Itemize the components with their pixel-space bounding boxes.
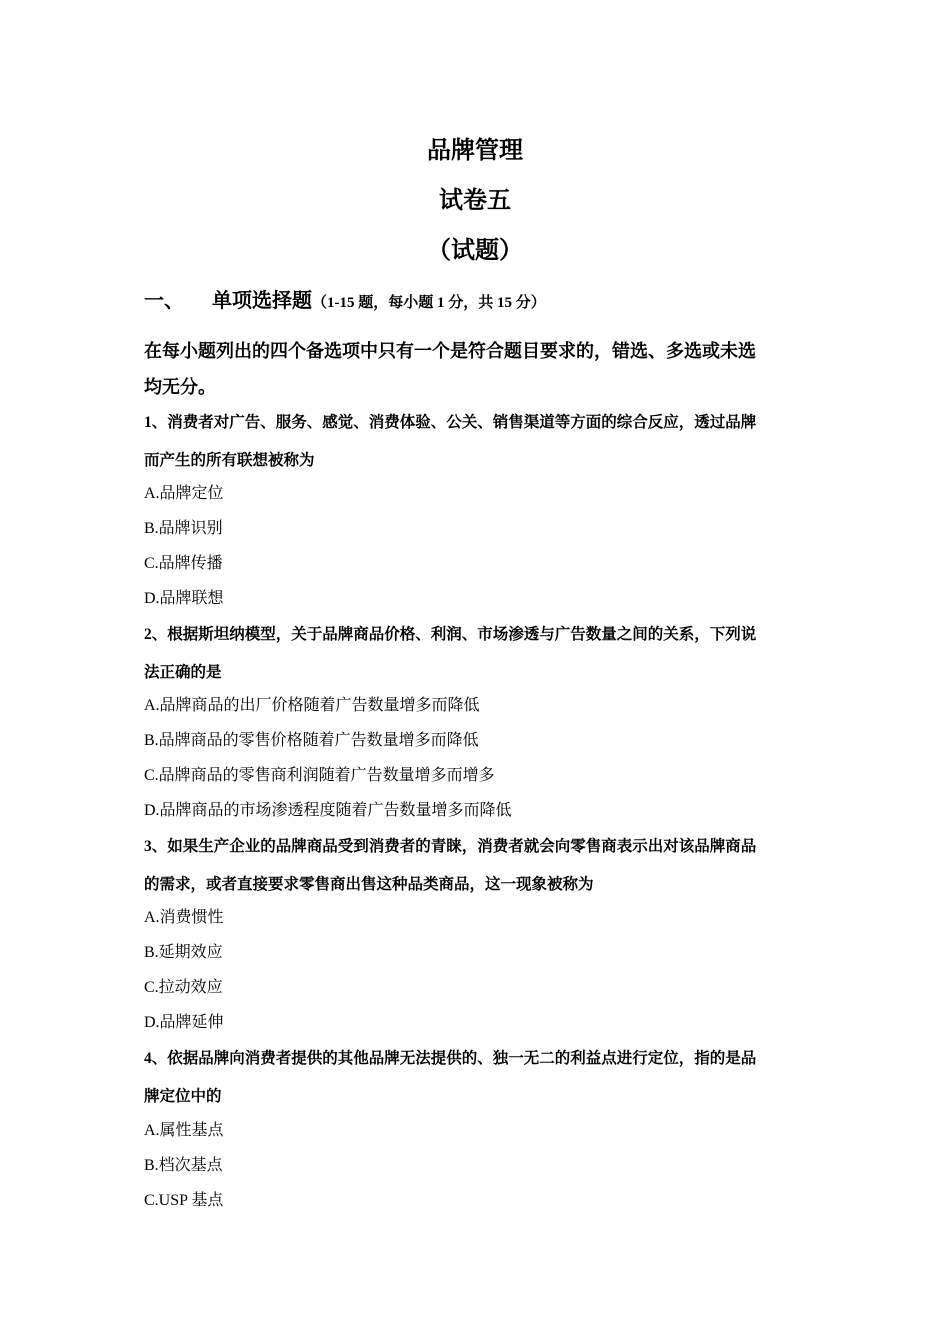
document-subtitle-2: （试题） [427,238,523,264]
question-3-stem-line-2: 的需求，或者直接要求零售商出售这种品类商品，这一现象被称为 [144,876,594,893]
question-3-option-c: C.拉动效应 [144,979,223,996]
question-1-stem-line-1: 1、消费者对广告、服务、感觉、消费体验、公关、销售渠道等方面的综合反应，透过品牌 [144,414,757,431]
question-3-option-b: B.延期效应 [144,944,223,961]
question-4-stem-line-2: 牌定位中的 [144,1088,222,1105]
question-1-option-d: D.品牌联想 [144,590,224,607]
question-2-option-a: A.品牌商品的出厂价格随着广告数量增多而降低 [144,697,480,714]
section-name: 单项选择题 [212,290,312,312]
question-1-option-a: A.品牌定位 [144,485,224,502]
question-2-option-c: C.品牌商品的零售商利润随着广告数量增多而增多 [144,767,495,784]
question-4-option-a: A.属性基点 [144,1122,224,1139]
question-2-stem-line-1: 2、根据斯坦纳模型，关于品牌商品价格、利润、市场渗透与广告数量之间的关系，下列说 [144,626,757,643]
section-number: 一、 [144,290,184,312]
question-3-option-a: A.消费惯性 [144,909,224,926]
document-title: 品牌管理 [427,138,523,164]
section-instruction-line-2: 均无分。 [144,377,216,397]
section-note: （1-15 题，每小题 1 分，共 15 分） [312,295,546,311]
question-4-stem-line-1: 4、依据品牌向消费者提供的其他品牌无法提供的、独一无二的利益点进行定位，指的是品 [144,1050,757,1067]
question-2-stem-line-2: 法正确的是 [144,664,222,681]
question-2-option-b: B.品牌商品的零售价格随着广告数量增多而降低 [144,732,479,749]
question-1-option-b: B.品牌识别 [144,520,223,537]
section-heading [144,286,824,318]
question-3-stem-line-1: 3、如果生产企业的品牌商品受到消费者的青睐，消费者就会向零售商表示出对该品牌商品 [144,838,757,855]
question-4-option-c: C.USP 基点 [144,1192,224,1209]
question-1-option-c: C.品牌传播 [144,555,223,572]
question-3-option-d: D.品牌延伸 [144,1014,224,1031]
document-subtitle: 试卷五 [439,188,511,214]
question-2-option-d: D.品牌商品的市场渗透程度随着广告数量增多而降低 [144,802,512,819]
question-4-option-b: B.档次基点 [144,1157,223,1174]
question-1-stem-line-2: 而产生的所有联想被称为 [144,452,315,469]
section-instruction-line-1: 在每小题列出的四个备选项中只有一个是符合题目要求的，错选、多选或未选 [144,341,756,361]
